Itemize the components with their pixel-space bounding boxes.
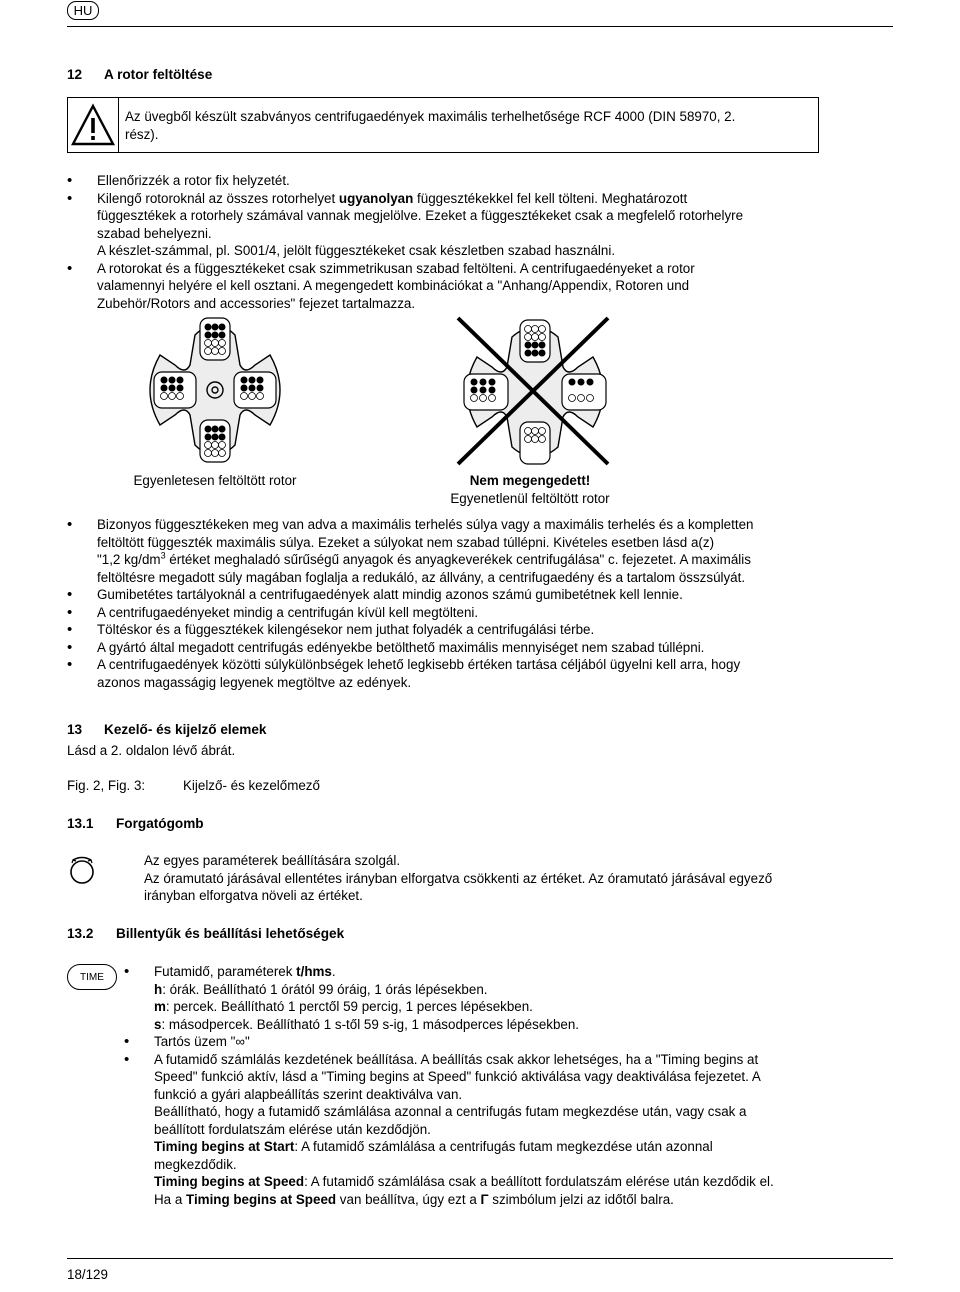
list-item: Beállítható, hogy a futamidő számlálása azonnal a centrifugás futam megkezdése után, vagy csak a [154, 1104, 747, 1119]
language-badge: HU [67, 1, 99, 20]
time-key-list [124, 963, 884, 1208]
list-item: Timing begins at Speed: A futamidő számlálása csak a beállított fordulatszám elérése után kezdődik el. [154, 1174, 774, 1189]
caption-not-allowed: Nem megengedett! [469, 473, 591, 488]
page-number: 18/129 [67, 1267, 108, 1282]
list-item: • Gumibetétes tartályoknál a centrifugaedények alatt mindig azonos számú gumibetétnek kell lennie. [67, 586, 897, 604]
timing-symbol-icon: Γ [480, 1191, 489, 1207]
section-12-number: 12 [67, 67, 83, 82]
list-item: m: percek. Beállítható 1 perctől 59 percig, 1 perces lépésekben. [154, 999, 533, 1014]
load-weight-list [67, 516, 897, 691]
section-13-intro: Lásd a 2. oldalon lévő ábrát. [67, 743, 236, 758]
fig-text: Kijelző- és kezelőmező [183, 778, 320, 793]
list-item: • A gyártó által megadott centrifugás edényekbe betölthető maximális mennyiséget nem szabad túllépni. [67, 639, 897, 657]
list-item: Speed" funkció aktív, lásd a "Timing begins at Speed" funkció aktiválása vagy deaktiválása fejezetet. A [154, 1069, 761, 1084]
list-item: függesztékek a rotorhely számával vannak megjelölve. Ezeket a függesztékeket csak a megfelelő rotorhelyre [97, 208, 744, 223]
rotor-unbalanced-diagram [450, 312, 620, 470]
list-item: s: másodpercek. Beállítható 1 s-től 59 s-ig, 1 másodperces lépésekben. [154, 1016, 580, 1032]
section-13-title: Kezelő- és kijelző elemek [104, 722, 267, 737]
warning-triangle-icon [68, 98, 119, 152]
list-item: megkezdődik. [154, 1156, 237, 1172]
list-item: • Bizonyos függesztékeken meg van adva a maximális terhelés súlya vagy a maximális terhelés és a kompletten [67, 516, 897, 534]
list-item: h: órák. Beállítható 1 órától 99 óráig, 1 órás lépésekben. [154, 981, 488, 997]
section-13-1-title: Forgatógomb [116, 816, 204, 831]
caption-unbalanced [430, 472, 630, 507]
list-item: Timing begins at Start: A futamidő számlálása a centrifugás futam megkezdése után azonnal [154, 1139, 713, 1154]
list-item: • Futamidő, paraméterek t/hms. [124, 963, 884, 981]
footer-rule [67, 1258, 893, 1259]
warning-text-line2: rész). [125, 127, 159, 142]
list-item: funkció a gyári alapbeállítás szerint deaktiválva van. [154, 1086, 463, 1102]
rotor-loading-list [67, 172, 887, 312]
time-key-icon: TIME [67, 964, 117, 990]
list-item: feltöltésre megadott súly magában foglalja a redukáló, az állvány, a centrifugaedény és a tartalom összsúlyát. [97, 569, 746, 585]
list-item: • Kilengő rotoroknál az összes rotorhelyet ugyanolyan függesztékekkel fel kell tölteni. Meghatározott [67, 190, 887, 208]
knob-description [144, 852, 864, 905]
header-rule [67, 26, 893, 27]
list-item: • A centrifugaedényeket mindig a centrifugán kívül kell megtölteni. [67, 604, 897, 622]
list-item: Ha a Timing begins at Speed van beállítva, úgy ezt a Γ szimbólum jelzi az időtől balra. [154, 1191, 674, 1207]
knob-line: Az egyes paraméterek beállítására szolgál. [144, 853, 401, 868]
section-13-number: 13 [67, 722, 83, 737]
section-12-title: A rotor feltöltése [104, 67, 213, 82]
list-item: feltöltött függeszték maximális súlya. Ezeket a súlyokat nem szabad túllépni. Kivételes esetben lásd a(z) [97, 534, 715, 550]
caption-unbalanced-text: Egyenetlenül feltöltött rotor [450, 490, 610, 506]
list-item: azonos magasságig legyenek megtöltve az edények. [97, 674, 412, 690]
list-item: valamennyi helyére el kell osztani. A megengedett kombinációkat a "Anhang/Appendix, Rotoren und [97, 278, 690, 293]
list-item: "1,2 $kg/dm^3$ értéket meghaladó sűrűségű anyagok és anyagkeverékek centrifugálása" c. fejezetet. A maximális [97, 550, 751, 567]
rotor-balanced-diagram [140, 310, 290, 470]
section-13-2-title: Billentyűk és beállítási lehetőségek [116, 926, 345, 941]
list-item: A készlet-számmal, pl. S001/4, jelölt függesztékeket csak készletben szabad használni. [97, 243, 616, 258]
list-item: Zubehör/Rotors and accessories" fejezet tartalmazza. [97, 295, 416, 311]
list-item: • A rotorokat és a függesztékeket csak szimmetrikusan szabad feltölteni. A centrifugaedényeket a rotor [67, 260, 887, 278]
warning-box [67, 97, 819, 153]
warning-text-line1: Az üvegből készült szabványos centrifugaedények maximális terhelhetősége RCF 4000 (DIN 58970, 2. [125, 109, 736, 124]
list-item: • Ellenőrizzék a rotor fix helyzetét. [67, 172, 887, 190]
rotary-knob-icon [67, 855, 97, 885]
list-item: beállított fordulatszám elérése után kezdődjön. [154, 1121, 431, 1137]
section-13-1-number: 13.1 [67, 816, 94, 831]
list-item: szabad behelyezni. [97, 225, 212, 241]
list-item: • A futamidő számlálás kezdetének beállítása. A beállítás csak akkor lehetséges, ha a "Timing begins at [124, 1051, 884, 1069]
list-item: • Töltéskor és a függesztékek kilengésekor nem juthat folyadék a centrifugálási térbe. [67, 621, 897, 639]
section-13-2-number: 13.2 [67, 926, 94, 941]
caption-balanced: Egyenletesen feltöltött rotor [133, 473, 297, 488]
knob-line: Az óramutató járásával ellentétes irányban elforgatva csökkenti az értéket. Az óramutató járásával egyező [144, 870, 773, 886]
list-item: • Tartós üzem "∞" [124, 1033, 884, 1051]
knob-line: irányban elforgatva növeli az értéket. [144, 888, 363, 903]
list-item: • A centrifugaedények közötti súlykülönbségek lehető legkisebb értéken tartása céljából ügyelni kell arra, hogy [67, 656, 897, 674]
fig-label: Fig. 2, Fig. 3: [67, 778, 146, 793]
